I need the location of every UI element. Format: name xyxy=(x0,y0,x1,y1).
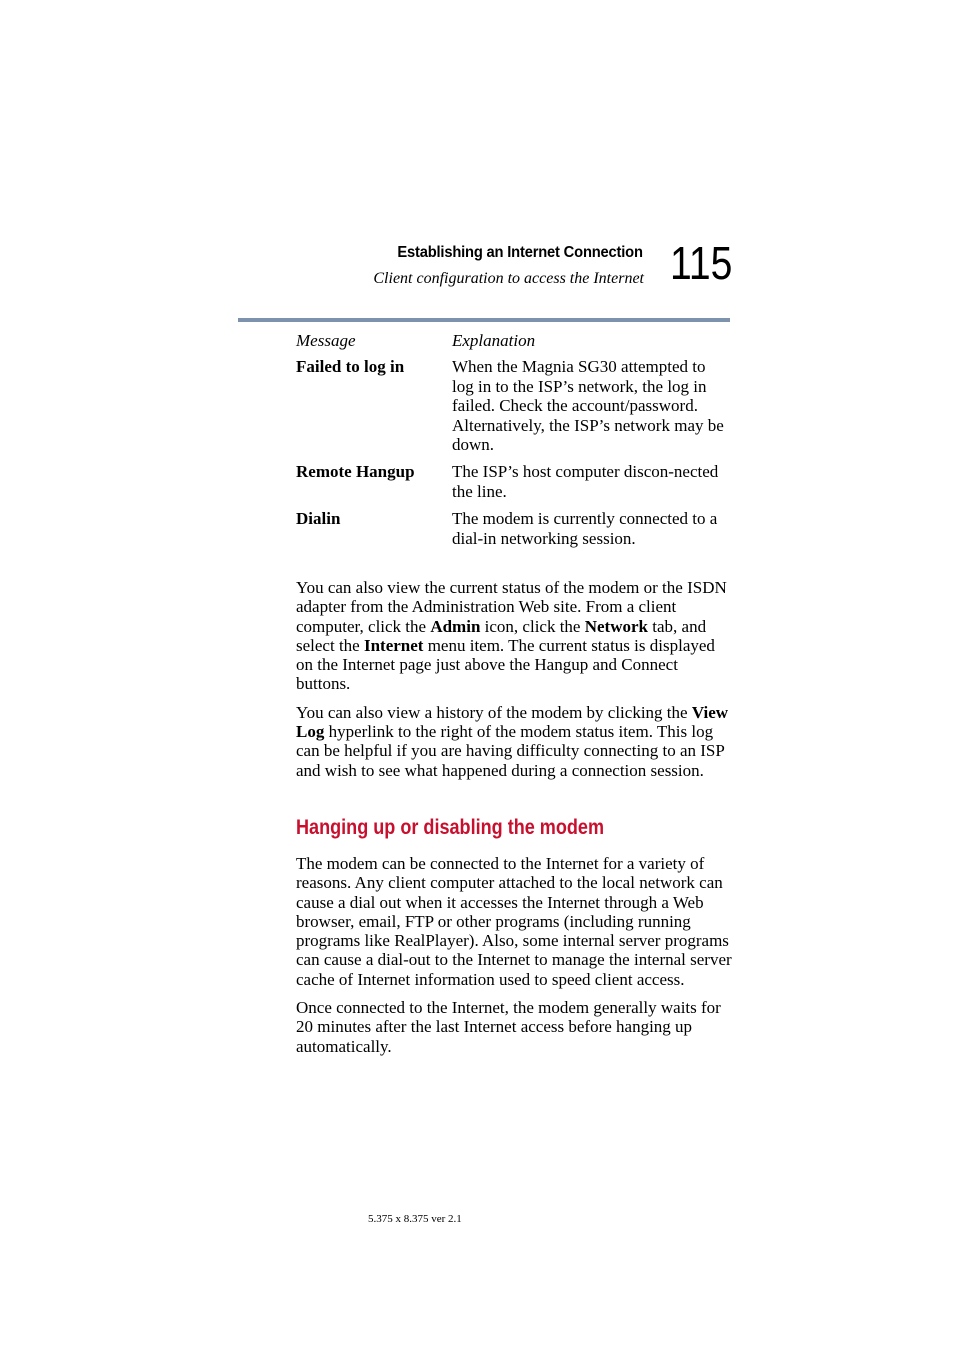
page-number: 115 xyxy=(670,237,733,289)
footer-version: 5.375 x 8.375 ver 2.1 xyxy=(368,1213,462,1225)
table-header-row xyxy=(296,331,730,350)
explanation-cell: The ISP’s host computer discon-nected the line. xyxy=(452,462,719,501)
message-cell: Failed to log in xyxy=(296,357,405,377)
body-text-lower xyxy=(296,854,732,1065)
admin-term: Admin xyxy=(430,616,481,636)
paragraph-modem-status: You can also view the current status of the modem or the ISDN adapter from the Administration Web site. From a client computer, click the Admin icon, click the Network tab, and select the Internet menu item. The current status is displayed on the Internet page just above the Hangup and Connect buttons. xyxy=(296,578,727,694)
body-text-upper xyxy=(296,578,732,789)
section-heading: Hanging up or disabling the modem xyxy=(296,816,605,839)
table-row xyxy=(296,462,730,501)
table-row xyxy=(296,357,730,454)
explanation-cell: The modem is currently connected to a dial-in networking session. xyxy=(452,509,718,548)
section-subtitle: Client configuration to access the Internet xyxy=(373,270,644,287)
message-cell: Dialin xyxy=(296,509,341,529)
col-explanation-header: Explanation xyxy=(452,331,536,350)
message-cell: Remote Hangup xyxy=(296,462,415,482)
col-message-header: Message xyxy=(296,331,356,350)
table-row xyxy=(296,509,730,548)
paragraph-dial-out: The modem can be connected to the Internet for a variety of reasons. Any client computer attached to the local network can cause a dial out when it accesses the Internet through a Web browser, email, FTP or other programs (including running programs like RealPlayer). Also, some internal server programs can cause a dial-out to the Internet to manage the internal server cache of Internet information used to speed client access. xyxy=(296,854,732,989)
network-term: Network xyxy=(584,616,648,636)
view-log-term: View Log xyxy=(296,702,729,742)
paragraph-view-log: You can also view a history of the modem by clicking the View Log hyperlink to the right of the modem status item. This log can be helpful if you are having difficulty connecting to an ISP and wish to see what happened during a connection session. xyxy=(296,702,729,780)
paragraph-hangup-timeout: Once connected to the Internet, the modem generally waits for 20 minutes after the last Internet access before hanging up automatically. xyxy=(296,998,721,1056)
chapter-title: Establishing an Internet Connection xyxy=(397,244,643,261)
message-table xyxy=(296,331,730,556)
internet-term: Internet xyxy=(363,635,424,655)
explanation-cell: When the Magnia SG30 attempted to log in to the ISP’s network, the log in failed. Check the account/password. Alternatively, the ISP’s network may be down. xyxy=(452,357,724,455)
header-rule xyxy=(238,318,730,322)
